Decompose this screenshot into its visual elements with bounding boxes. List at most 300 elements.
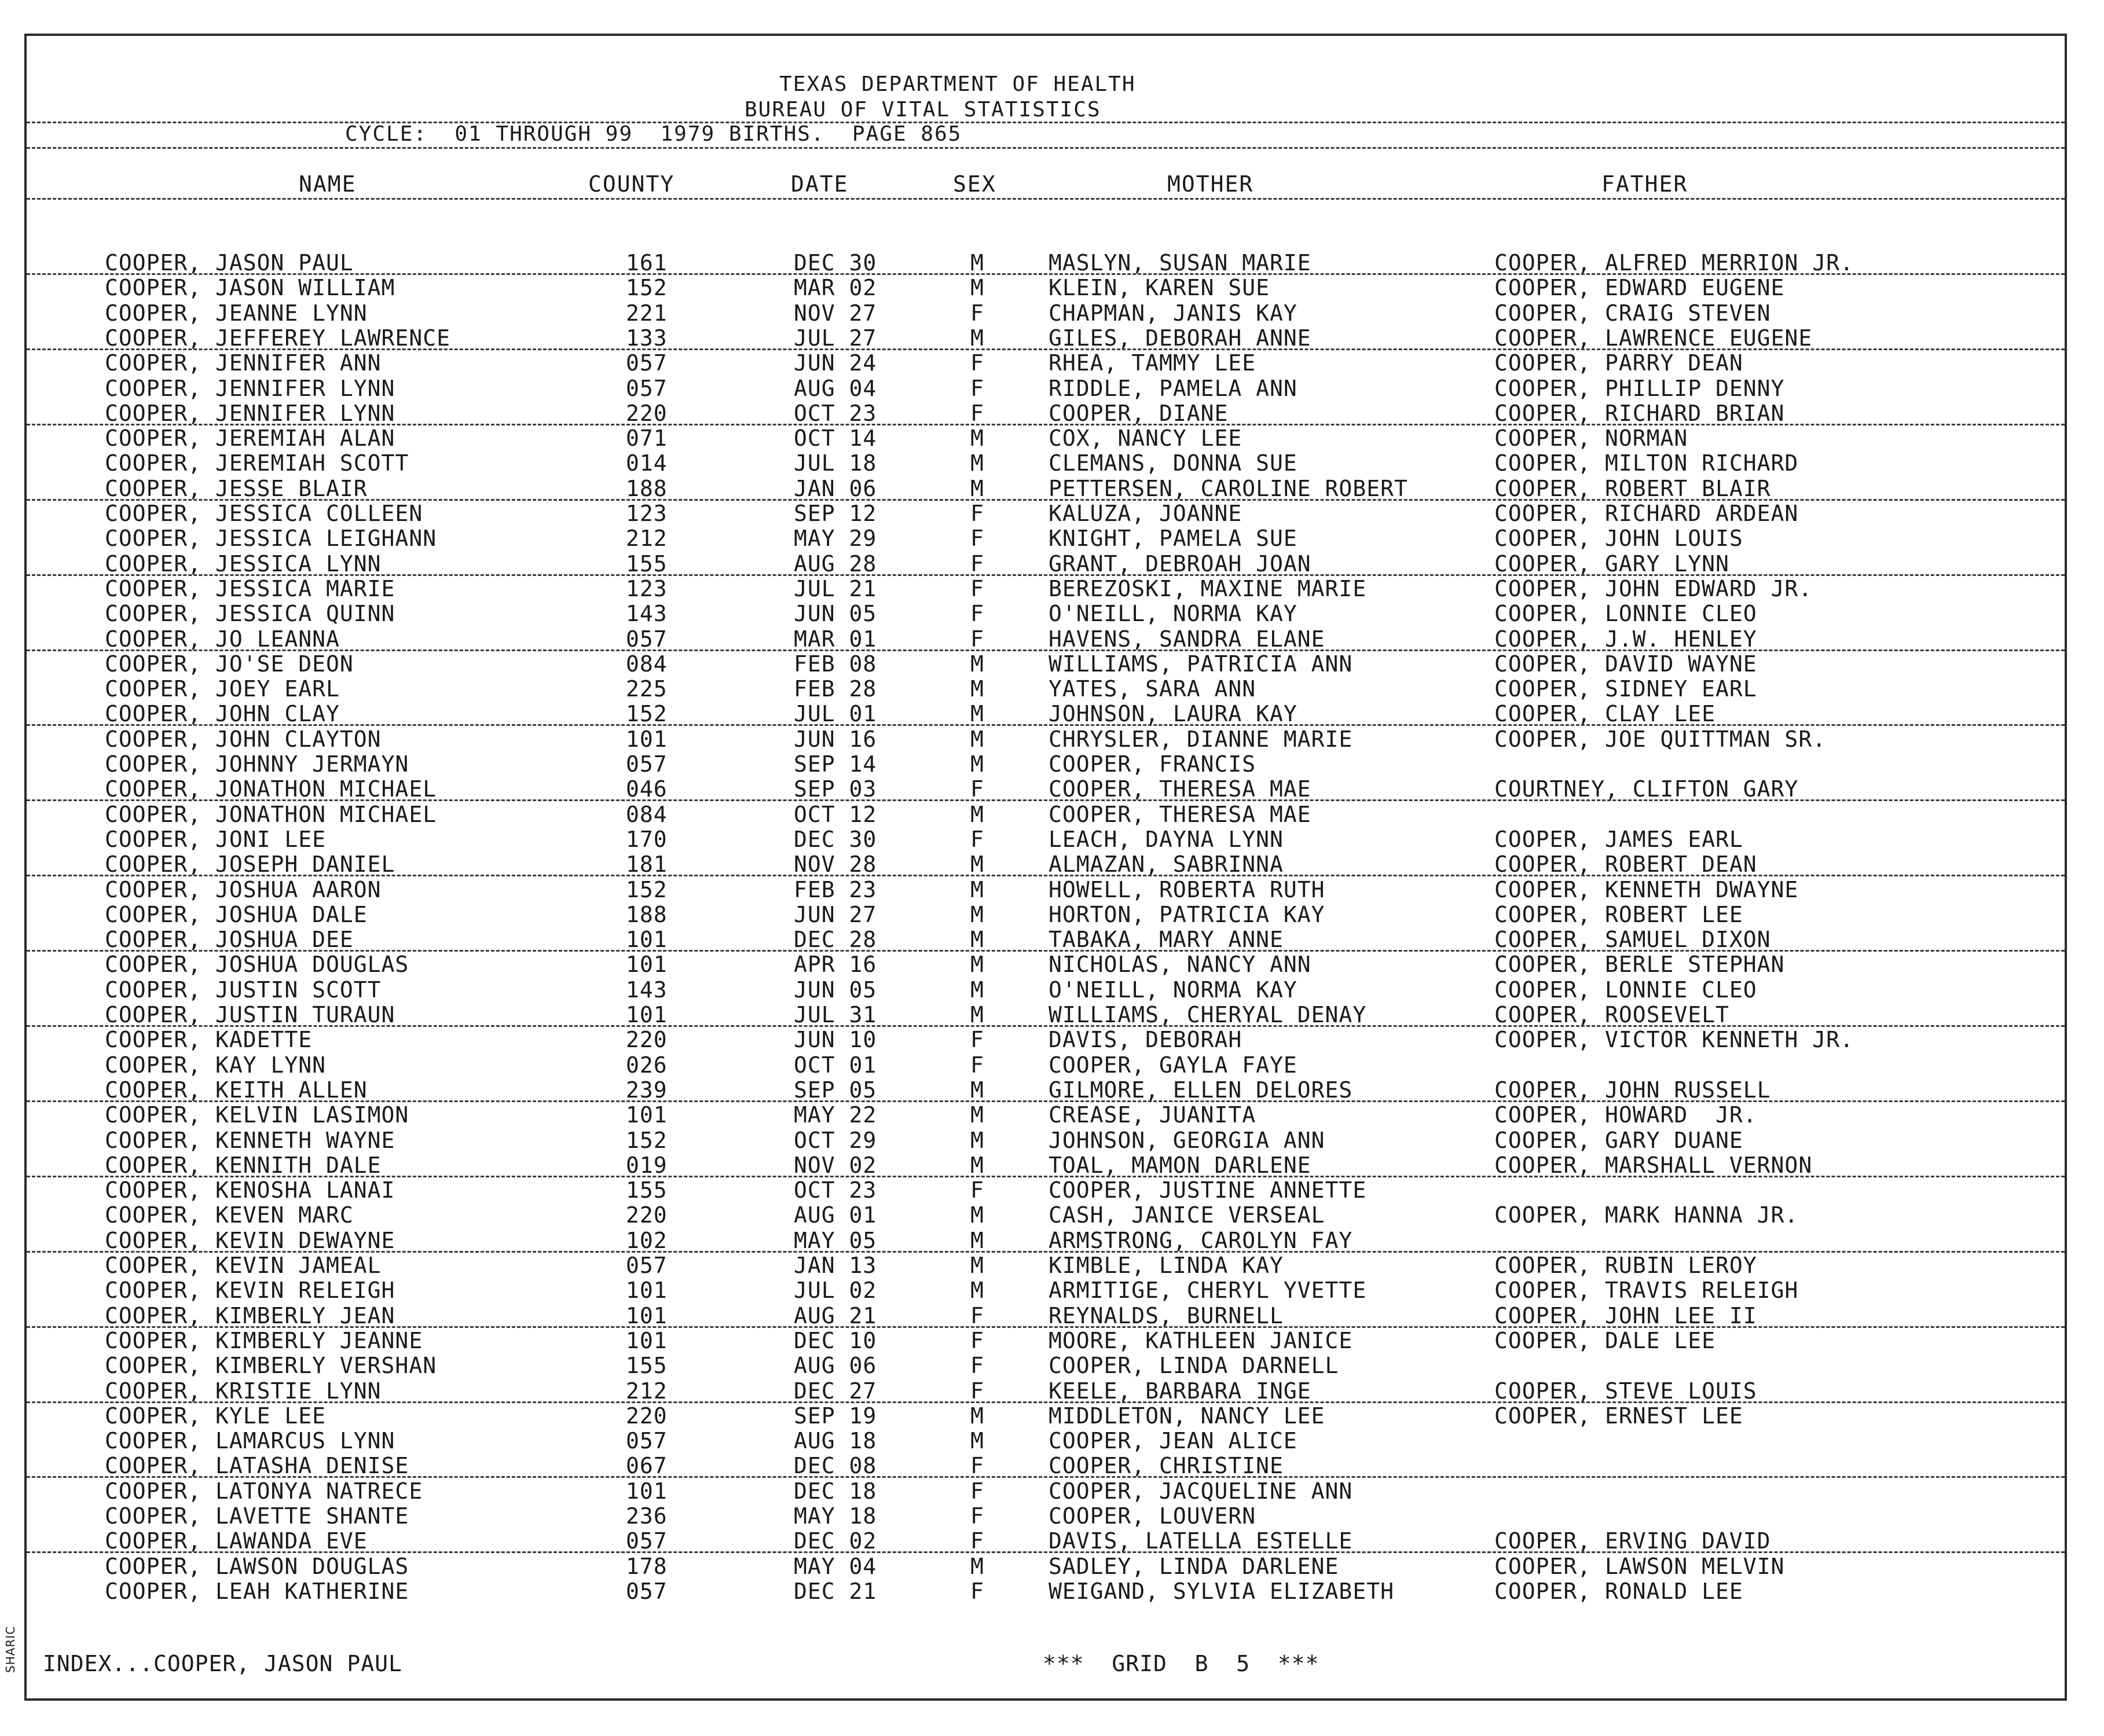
table-row bbox=[27, 1478, 2065, 1504]
table-row bbox=[27, 751, 2065, 777]
table-row bbox=[27, 776, 2065, 802]
cell-county: 152 bbox=[626, 1127, 668, 1153]
table-row bbox=[27, 1428, 2065, 1454]
cell-name: COOPER, JEANNE LYNN bbox=[105, 300, 368, 326]
cell-father: COOPER, RUBIN LEROY bbox=[1494, 1253, 1757, 1278]
cell-name: COOPER, JOHNNY JERMAYN bbox=[105, 751, 409, 777]
cell-sex: M bbox=[970, 801, 984, 827]
cell-sex: F bbox=[970, 1378, 984, 1404]
cell-mother: KEELE, BARBARA INGE bbox=[1049, 1378, 1311, 1404]
cell-sex: M bbox=[970, 1428, 984, 1454]
table-row bbox=[27, 250, 2065, 276]
cell-sex: M bbox=[970, 450, 984, 476]
table-row bbox=[27, 1228, 2065, 1253]
cell-sex: F bbox=[970, 1027, 984, 1053]
cell-father: COOPER, ROOSEVELT bbox=[1494, 1002, 1729, 1027]
cell-father: COOPER, J.W. HENLEY bbox=[1494, 626, 1757, 652]
cell-date: NOV 02 bbox=[794, 1152, 877, 1178]
cell-father: COOPER, DAVID WAYNE bbox=[1494, 651, 1757, 677]
cell-sex: M bbox=[970, 751, 984, 777]
table-row bbox=[27, 852, 2065, 877]
cell-county: 212 bbox=[626, 526, 668, 552]
cell-date: JUL 31 bbox=[794, 1002, 877, 1027]
cell-county: 152 bbox=[626, 701, 668, 727]
column-header-date: DATE bbox=[791, 171, 849, 197]
cell-county: 170 bbox=[626, 826, 668, 852]
cell-mother: TOAL, MAMON DARLENE bbox=[1049, 1152, 1311, 1178]
cell-date: SEP 12 bbox=[794, 501, 877, 526]
cell-name: COOPER, KEVIN RELEIGH bbox=[105, 1278, 395, 1304]
cell-father: COOPER, RICHARD ARDEAN bbox=[1494, 501, 1799, 526]
cell-county: 101 bbox=[626, 1302, 668, 1328]
table-row bbox=[27, 1503, 2065, 1529]
cell-sex: M bbox=[970, 250, 984, 276]
cell-sex: F bbox=[970, 776, 984, 802]
cell-sex: M bbox=[970, 1278, 984, 1304]
table-row bbox=[27, 1253, 2065, 1278]
table-row bbox=[27, 1177, 2065, 1203]
cell-name: COOPER, KRISTIE LYNN bbox=[105, 1378, 382, 1404]
cell-father: COOPER, EDWARD EUGENE bbox=[1494, 275, 1785, 301]
cell-date: DEC 28 bbox=[794, 927, 877, 953]
table-row bbox=[27, 1002, 2065, 1027]
cell-county: 101 bbox=[626, 1002, 668, 1027]
cell-father: COOPER, ALFRED MERRION JR. bbox=[1494, 250, 1854, 276]
cell-name: COOPER, KENNITH DALE bbox=[105, 1152, 382, 1178]
cell-county: 155 bbox=[626, 1177, 668, 1203]
cell-date: JAN 06 bbox=[794, 475, 877, 501]
cell-mother: HAVENS, SANDRA ELANE bbox=[1049, 626, 1325, 652]
cell-sex: F bbox=[970, 550, 984, 577]
cell-name: COOPER, LAMARCUS LYNN bbox=[105, 1428, 395, 1454]
cell-sex: M bbox=[970, 1227, 984, 1253]
cell-county: 101 bbox=[626, 1327, 668, 1353]
cell-name: COOPER, JENNIFER LYNN bbox=[105, 375, 395, 401]
cell-sex: F bbox=[970, 826, 984, 852]
cell-date: DEC 08 bbox=[794, 1453, 877, 1479]
table-row bbox=[27, 1303, 2065, 1328]
cell-name: COOPER, LAVETTE SHANTE bbox=[105, 1503, 409, 1529]
cell-county: 101 bbox=[626, 1102, 668, 1128]
cell-father: COOPER, MILTON RICHARD bbox=[1494, 450, 1799, 476]
cell-name: COOPER, KADETTE bbox=[105, 1027, 313, 1053]
cell-mother: COOPER, FRANCIS bbox=[1049, 751, 1256, 777]
table-row bbox=[27, 1153, 2065, 1178]
cell-county: 026 bbox=[626, 1052, 668, 1078]
cell-sex: F bbox=[970, 400, 984, 426]
cell-name: COOPER, JESSICA LEIGHANN bbox=[105, 526, 437, 552]
cell-mother: COOPER, DIANE bbox=[1049, 400, 1229, 426]
cell-date: JUN 05 bbox=[794, 601, 877, 627]
cell-date: SEP 03 bbox=[794, 776, 877, 802]
cell-sex: M bbox=[970, 927, 984, 953]
cell-mother: MIDDLETON, NANCY LEE bbox=[1049, 1403, 1325, 1429]
cell-county: 014 bbox=[626, 450, 668, 476]
department-title: TEXAS DEPARTMENT OF HEALTH bbox=[779, 72, 1136, 96]
cell-mother: KALUZA, JOANNE bbox=[1049, 501, 1242, 526]
cell-mother: DAVIS, DEBORAH bbox=[1049, 1027, 1242, 1053]
cell-date: NOV 28 bbox=[794, 852, 877, 878]
cell-date: AUG 28 bbox=[794, 550, 877, 577]
cell-mother: CREASE, JUANITA bbox=[1049, 1102, 1256, 1128]
table-row bbox=[27, 1202, 2065, 1228]
cell-mother: COOPER, LINDA DARNELL bbox=[1049, 1353, 1339, 1379]
cell-sex: M bbox=[970, 1553, 984, 1579]
cycle-line: CYCLE: 01 THROUGH 99 1979 BIRTHS. PAGE 865 bbox=[345, 122, 962, 146]
cell-father: COOPER, CLAY LEE bbox=[1494, 701, 1716, 727]
cell-name: COOPER, KENNETH WAYNE bbox=[105, 1127, 395, 1153]
cell-sex: F bbox=[970, 375, 984, 401]
cell-sex: F bbox=[970, 526, 984, 552]
cell-date: APR 16 bbox=[794, 952, 877, 978]
cell-date: MAY 05 bbox=[794, 1227, 877, 1253]
cell-father: COOPER, ROBERT BLAIR bbox=[1494, 475, 1771, 501]
cell-mother: WILLIAMS, CHERYAL DENAY bbox=[1049, 1002, 1367, 1027]
cell-name: COOPER, KELVIN LASIMON bbox=[105, 1102, 409, 1128]
cell-mother: O'NEILL, NORMA KAY bbox=[1049, 977, 1297, 1003]
table-row bbox=[27, 275, 2065, 300]
cell-father: COOPER, JOHN EDWARD JR. bbox=[1494, 575, 1813, 601]
cell-mother: LEACH, DAYNA LYNN bbox=[1049, 826, 1284, 852]
cell-county: 123 bbox=[626, 501, 668, 526]
cell-sex: M bbox=[970, 1077, 984, 1103]
cell-mother: KIMBLE, LINDA KAY bbox=[1049, 1253, 1284, 1278]
table-row bbox=[27, 476, 2065, 501]
table-row bbox=[27, 1528, 2065, 1554]
index-footer: INDEX...COOPER, JASON PAUL bbox=[43, 1651, 402, 1676]
cell-sex: M bbox=[970, 425, 984, 452]
cell-sex: M bbox=[970, 475, 984, 501]
cell-date: JUN 24 bbox=[794, 350, 877, 376]
table-row bbox=[27, 300, 2065, 326]
cell-mother: CHAPMAN, JANIS KAY bbox=[1049, 300, 1297, 326]
table-row bbox=[27, 1052, 2065, 1078]
column-header-county: COUNTY bbox=[588, 171, 675, 197]
table-row bbox=[27, 1353, 2065, 1378]
cell-father: COOPER, LAWSON MELVIN bbox=[1494, 1553, 1785, 1579]
cell-county: 057 bbox=[626, 1253, 668, 1278]
table-row bbox=[27, 952, 2065, 977]
cell-name: COOPER, KIMBERLY VERSHAN bbox=[105, 1353, 437, 1379]
cell-sex: M bbox=[970, 977, 984, 1003]
cell-name: COOPER, JOSHUA DOUGLAS bbox=[105, 952, 409, 978]
rule-columns bbox=[27, 198, 2065, 200]
table-row bbox=[27, 701, 2065, 726]
cell-father: COOPER, KENNETH DWAYNE bbox=[1494, 876, 1799, 902]
cell-mother: RIDDLE, PAMELA ANN bbox=[1049, 375, 1297, 401]
cell-date: SEP 05 bbox=[794, 1077, 877, 1103]
cell-county: 155 bbox=[626, 1353, 668, 1379]
cell-mother: SADLEY, LINDA DARLENE bbox=[1049, 1553, 1339, 1579]
cell-name: COOPER, KEVIN JAMEAL bbox=[105, 1253, 382, 1278]
cell-mother: JOHNSON, GEORGIA ANN bbox=[1049, 1127, 1325, 1153]
cell-mother: COX, NANCY LEE bbox=[1049, 425, 1242, 452]
cell-father: COOPER, RICHARD BRIAN bbox=[1494, 400, 1785, 426]
table-row bbox=[27, 601, 2065, 626]
cell-date: FEB 28 bbox=[794, 676, 877, 702]
cell-mother: CASH, JANICE VERSEAL bbox=[1049, 1202, 1325, 1228]
cell-date: MAY 29 bbox=[794, 526, 877, 552]
table-row bbox=[27, 1027, 2065, 1052]
cell-sex: M bbox=[970, 1403, 984, 1429]
grid-footer: *** GRID B 5 *** bbox=[1043, 1651, 1319, 1676]
cell-date: MAR 02 bbox=[794, 275, 877, 301]
cell-mother: WILLIAMS, PATRICIA ANN bbox=[1049, 651, 1353, 677]
cell-date: FEB 23 bbox=[794, 876, 877, 902]
cell-date: JAN 13 bbox=[794, 1253, 877, 1278]
cell-father: COOPER, GARY DUANE bbox=[1494, 1127, 1743, 1153]
cell-date: OCT 12 bbox=[794, 801, 877, 827]
cell-name: COOPER, JASON PAUL bbox=[105, 250, 354, 276]
cell-father: COOPER, DALE LEE bbox=[1494, 1327, 1716, 1353]
cell-father: COOPER, ERVING DAVID bbox=[1494, 1528, 1771, 1554]
table-row bbox=[27, 676, 2065, 702]
cell-mother: DAVIS, LATELLA ESTELLE bbox=[1049, 1528, 1353, 1554]
bureau-title: BUREAU OF VITAL STATISTICS bbox=[745, 98, 1101, 122]
side-label: SHARIC bbox=[3, 1625, 17, 1673]
cell-father: COOPER, JOHN RUSSELL bbox=[1494, 1077, 1771, 1103]
cell-mother: KLEIN, KAREN SUE bbox=[1049, 275, 1270, 301]
cell-sex: M bbox=[970, 1253, 984, 1278]
table-row bbox=[27, 376, 2065, 401]
cell-sex: F bbox=[970, 1503, 984, 1529]
table-row bbox=[27, 877, 2065, 902]
table-row bbox=[27, 551, 2065, 577]
cell-name: COOPER, KEITH ALLEN bbox=[105, 1077, 368, 1103]
cell-date: AUG 18 bbox=[794, 1428, 877, 1454]
cell-sex: F bbox=[970, 1578, 984, 1604]
rule-cycle bbox=[27, 147, 2065, 149]
rule-top bbox=[27, 122, 2065, 123]
cell-mother: COOPER, JEAN ALICE bbox=[1049, 1428, 1297, 1454]
cell-county: 152 bbox=[626, 275, 668, 301]
table-row bbox=[27, 1453, 2065, 1478]
column-header-name: NAME bbox=[299, 171, 357, 197]
table-row bbox=[27, 325, 2065, 351]
cell-father: COOPER, STEVE LOUIS bbox=[1494, 1378, 1757, 1404]
cell-county: 220 bbox=[626, 1027, 668, 1053]
cell-name: COOPER, JO'SE DEON bbox=[105, 651, 354, 677]
cell-mother: COOPER, LOUVERN bbox=[1049, 1503, 1256, 1529]
cell-mother: NICHOLAS, NANCY ANN bbox=[1049, 952, 1311, 978]
cell-date: AUG 04 bbox=[794, 375, 877, 401]
cell-sex: M bbox=[970, 901, 984, 927]
cell-sex: M bbox=[970, 852, 984, 878]
cell-name: COOPER, JESSE BLAIR bbox=[105, 475, 368, 501]
cell-county: 178 bbox=[626, 1553, 668, 1579]
cell-father: COOPER, PHILLIP DENNY bbox=[1494, 375, 1785, 401]
table-row bbox=[27, 450, 2065, 476]
cell-father: COOPER, LONNIE CLEO bbox=[1494, 601, 1757, 627]
cell-sex: F bbox=[970, 626, 984, 652]
cell-name: COOPER, JESSICA MARIE bbox=[105, 575, 395, 601]
cell-county: 019 bbox=[626, 1152, 668, 1178]
cell-name: COOPER, JOHN CLAY bbox=[105, 701, 340, 727]
table-row bbox=[27, 350, 2065, 376]
cell-mother: GILMORE, ELLEN DELORES bbox=[1049, 1077, 1353, 1103]
cell-name: COOPER, KYLE LEE bbox=[105, 1403, 327, 1429]
cell-county: 123 bbox=[626, 575, 668, 601]
cell-mother: PETTERSEN, CAROLINE ROBERT bbox=[1049, 475, 1408, 501]
cell-date: JUN 10 bbox=[794, 1027, 877, 1053]
table-row bbox=[27, 927, 2065, 952]
cell-county: 220 bbox=[626, 400, 668, 426]
cell-sex: F bbox=[970, 1302, 984, 1328]
cell-name: COOPER, JESSICA COLLEEN bbox=[105, 501, 423, 526]
cell-mother: O'NEILL, NORMA KAY bbox=[1049, 601, 1297, 627]
cell-mother: HOWELL, ROBERTA RUTH bbox=[1049, 876, 1325, 902]
column-header-sex: SEX bbox=[953, 171, 996, 197]
cell-mother: COOPER, GAYLA FAYE bbox=[1049, 1052, 1297, 1078]
cell-date: JUL 27 bbox=[794, 325, 877, 351]
cell-county: 143 bbox=[626, 977, 668, 1003]
table-row bbox=[27, 651, 2065, 677]
cell-mother: COOPER, JACQUELINE ANN bbox=[1049, 1478, 1353, 1504]
cell-sex: F bbox=[970, 1478, 984, 1504]
cell-date: NOV 27 bbox=[794, 300, 877, 326]
column-header-mother: MOTHER bbox=[1167, 171, 1254, 197]
cell-sex: F bbox=[970, 300, 984, 326]
cell-sex: M bbox=[970, 1202, 984, 1228]
cell-mother: ARMITIGE, CHERYL YVETTE bbox=[1049, 1278, 1367, 1304]
cell-date: DEC 21 bbox=[794, 1578, 877, 1604]
cell-father: COOPER, ERNEST LEE bbox=[1494, 1403, 1743, 1429]
cell-date: MAR 01 bbox=[794, 626, 877, 652]
cell-mother: KNIGHT, PAMELA SUE bbox=[1049, 526, 1297, 552]
table-row bbox=[27, 1077, 2065, 1103]
cell-sex: F bbox=[970, 575, 984, 601]
cell-date: JUN 16 bbox=[794, 726, 877, 752]
cell-sex: F bbox=[970, 1052, 984, 1078]
table-row bbox=[27, 626, 2065, 652]
table-row bbox=[27, 802, 2065, 827]
cell-name: COOPER, LAWANDA EVE bbox=[105, 1528, 368, 1554]
table-row bbox=[27, 902, 2065, 927]
cell-sex: F bbox=[970, 501, 984, 526]
cell-county: 101 bbox=[626, 952, 668, 978]
cell-sex: M bbox=[970, 1002, 984, 1027]
cell-date: DEC 18 bbox=[794, 1478, 877, 1504]
cell-county: 155 bbox=[626, 550, 668, 577]
cell-county: 188 bbox=[626, 901, 668, 927]
cell-date: DEC 30 bbox=[794, 250, 877, 276]
cell-name: COOPER, JONATHON MICHAEL bbox=[105, 776, 437, 802]
table-row bbox=[27, 425, 2065, 451]
cell-father: COOPER, NORMAN bbox=[1494, 425, 1688, 452]
cell-name: COOPER, JEREMIAH ALAN bbox=[105, 425, 395, 452]
cell-county: 057 bbox=[626, 626, 668, 652]
cell-name: COOPER, JEREMIAH SCOTT bbox=[105, 450, 409, 476]
cell-date: OCT 29 bbox=[794, 1127, 877, 1153]
cell-name: COOPER, KEVEN MARC bbox=[105, 1202, 354, 1228]
table-row bbox=[27, 1378, 2065, 1404]
cell-mother: RHEA, TAMMY LEE bbox=[1049, 350, 1256, 376]
cell-sex: M bbox=[970, 952, 984, 978]
cell-mother: YATES, SARA ANN bbox=[1049, 676, 1256, 702]
cell-name: COOPER, JENNIFER ANN bbox=[105, 350, 382, 376]
cell-name: COOPER, JESSICA QUINN bbox=[105, 601, 395, 627]
cell-county: 239 bbox=[626, 1077, 668, 1103]
table-row bbox=[27, 1403, 2065, 1429]
table-row bbox=[27, 401, 2065, 426]
cell-name: COOPER, KENOSHA LANAI bbox=[105, 1177, 395, 1203]
cell-mother: COOPER, CHRISTINE bbox=[1049, 1453, 1284, 1479]
cell-county: 236 bbox=[626, 1503, 668, 1529]
cell-county: 057 bbox=[626, 350, 668, 376]
cell-father: COOPER, MARK HANNA JR. bbox=[1494, 1202, 1799, 1228]
cell-date: DEC 10 bbox=[794, 1327, 877, 1353]
cell-name: COOPER, JOSHUA DALE bbox=[105, 901, 368, 927]
cell-father: COOPER, VICTOR KENNETH JR. bbox=[1494, 1027, 1854, 1053]
document-sheet bbox=[24, 34, 2067, 1701]
cell-date: JUL 01 bbox=[794, 701, 877, 727]
cell-father: COOPER, LONNIE CLEO bbox=[1494, 977, 1757, 1003]
cell-father: COOPER, PARRY DEAN bbox=[1494, 350, 1743, 376]
cell-date: DEC 27 bbox=[794, 1378, 877, 1404]
cell-name: COOPER, KAY LYNN bbox=[105, 1052, 327, 1078]
cell-father: COOPER, MARSHALL VERNON bbox=[1494, 1152, 1813, 1178]
cell-county: 101 bbox=[626, 1278, 668, 1304]
cell-county: 057 bbox=[626, 1528, 668, 1554]
table-row bbox=[27, 1328, 2065, 1353]
cell-date: JUL 21 bbox=[794, 575, 877, 601]
table-row bbox=[27, 1554, 2065, 1579]
cell-mother: JOHNSON, LAURA KAY bbox=[1049, 701, 1297, 727]
cell-county: 188 bbox=[626, 475, 668, 501]
table-row bbox=[27, 1128, 2065, 1153]
cell-mother: ALMAZAN, SABRINNA bbox=[1049, 852, 1284, 878]
cell-father: COOPER, ROBERT DEAN bbox=[1494, 852, 1757, 878]
cell-father: COOPER, SIDNEY EARL bbox=[1494, 676, 1757, 702]
column-header-father: FATHER bbox=[1601, 171, 1688, 197]
cell-date: MAY 22 bbox=[794, 1102, 877, 1128]
cell-date: JUN 27 bbox=[794, 901, 877, 927]
cell-county: 084 bbox=[626, 801, 668, 827]
cell-father: COOPER, RONALD LEE bbox=[1494, 1578, 1743, 1604]
cell-mother: CLEMANS, DONNA SUE bbox=[1049, 450, 1297, 476]
cell-date: JUL 02 bbox=[794, 1278, 877, 1304]
cell-date: MAY 04 bbox=[794, 1553, 877, 1579]
cell-county: 067 bbox=[626, 1453, 668, 1479]
cell-name: COOPER, JUSTIN SCOTT bbox=[105, 977, 382, 1003]
cell-father: COOPER, JOHN LOUIS bbox=[1494, 526, 1743, 552]
cell-mother: GILES, DEBORAH ANNE bbox=[1049, 325, 1311, 351]
cell-sex: M bbox=[970, 1102, 984, 1128]
cell-county: 057 bbox=[626, 751, 668, 777]
cell-father: COOPER, JAMES EARL bbox=[1494, 826, 1743, 852]
cell-county: 212 bbox=[626, 1378, 668, 1404]
cell-name: COOPER, JOHN CLAYTON bbox=[105, 726, 382, 752]
cell-father: COOPER, BERLE STEPHAN bbox=[1494, 952, 1785, 978]
cell-mother: COOPER, JUSTINE ANNETTE bbox=[1049, 1177, 1367, 1203]
cell-county: 220 bbox=[626, 1202, 668, 1228]
cell-sex: M bbox=[970, 701, 984, 727]
cell-county: 057 bbox=[626, 1578, 668, 1604]
cell-father: COOPER, ROBERT LEE bbox=[1494, 901, 1743, 927]
cell-date: OCT 14 bbox=[794, 425, 877, 452]
cell-name: COOPER, JESSICA LYNN bbox=[105, 550, 382, 577]
cell-date: MAY 18 bbox=[794, 1503, 877, 1529]
cell-sex: M bbox=[970, 726, 984, 752]
cell-date: DEC 02 bbox=[794, 1528, 877, 1554]
cell-father: COURTNEY, CLIFTON GARY bbox=[1494, 776, 1799, 802]
cell-county: 057 bbox=[626, 375, 668, 401]
cell-sex: F bbox=[970, 1353, 984, 1379]
cell-name: COOPER, LAWSON DOUGLAS bbox=[105, 1553, 409, 1579]
cell-name: COOPER, KEVIN DEWAYNE bbox=[105, 1227, 395, 1253]
cell-name: COOPER, JASON WILLIAM bbox=[105, 275, 395, 301]
table-row bbox=[27, 977, 2065, 1003]
